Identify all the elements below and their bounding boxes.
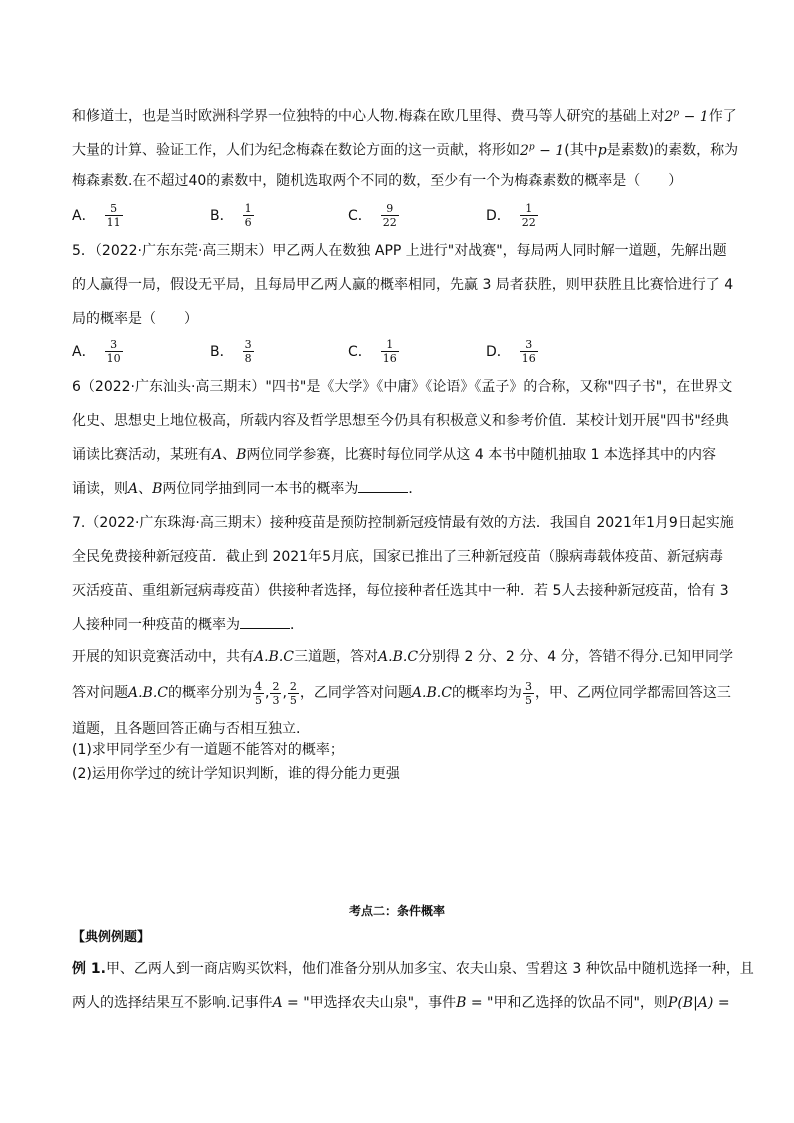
problem-8-text [72, 640, 734, 746]
problem-6-line-2: 化史、思想史上地位极高，所载内容及哲学思想至今仍具有积极意义和参考价值．某校计划开展"四书"经典 [72, 413, 729, 429]
mersenne-expression: $2^p - 1$ [520, 142, 565, 159]
problem-6-line-1: 6（2022·广东汕头·高三期末）"四书"是《大学》《中庸》《论语》《孟子》的合称，又称"四子书"，在世界文 [72, 379, 733, 395]
problem-7-line-2: 全民免费接种新冠疫苗．截止到 2021年5月底，国家已推出了三种新冠疫苗（腺病毒载体疫苗、新冠病毒 [72, 549, 723, 565]
option-a[interactable]: A． $\frac{3}{10}$ [72, 337, 121, 365]
problem-6-line-4: 诵读，则A、B两位同学抽到同一本书的概率为 ． [72, 472, 722, 506]
problem-5-line-1: 5．（2022·广东东莞·高三期末）甲乙两人在数独 APP 上进行"对战赛"，每局两人同时解一道题，先解出题 [72, 243, 727, 259]
problem-4-text [72, 96, 739, 198]
problem-5-options [72, 334, 722, 368]
fraction: $\frac{3}{10}$ [106, 337, 121, 365]
problem-8-line-3: 道题，且各题回答正确与否相互独立. [72, 721, 301, 737]
fraction: $\frac{5}{11}$ [106, 201, 121, 229]
option-c[interactable]: C． $\frac{1}{16}$ [348, 337, 397, 365]
problem-8-line-2: 答对问题A.B.C的概率分别为 $\frac{4}{5}$ , $\frac{2}{3}$ , $\frac{2}{5}$ ，乙同学答对问题A.B.C的概率均为 $\frac{3}{5}$ ，甲、乙两位同学都需回答这三 [72, 679, 731, 707]
fraction: $\frac{3}{16}$ [521, 337, 536, 365]
option-d[interactable]: D． $\frac{1}{22}$ [486, 201, 536, 229]
fraction: $\frac{1}{6}$ [244, 201, 252, 229]
question-2: (2)运用你学过的统计学知识判断，谁的得分能力更强 [72, 766, 400, 782]
problem-4-line-3: 梅森素数.在不超过40的素数中，随机选取两个不同的数，至少有一个为梅森素数的概率是（ ） [72, 173, 683, 189]
problem-8-questions [72, 738, 722, 786]
problem-8-line-1: 开展的知识竞赛活动中，共有A.B.C三道题，答对A.B.C分别得 2 分、2 分、4 分，答错不得分.已知甲同学 [72, 649, 734, 665]
example-1-line-2: 两人的选择结果互不影响.记事件A = "甲选择农夫山泉"，事件B = "甲和乙选择的饮品不同"，则P(B|A) = [72, 995, 730, 1011]
example-label: 【典例例题】 [72, 930, 151, 945]
mersenne-expression: $2^p - 1$ [664, 108, 709, 125]
option-b[interactable]: B． $\frac{1}{6}$ [210, 201, 252, 229]
fraction: $\frac{9}{22}$ [382, 201, 397, 229]
fraction: $\frac{1}{22}$ [521, 201, 536, 229]
problem-5-line-2: 的人赢得一局，假设无平局，且每局甲乙两人赢的概率相同，先赢 3 局者获胜，则甲获胜且比赛恰进行了 4 [72, 277, 734, 293]
problem-4-line-1: 和修道士，也是当时欧洲科学界一位独特的中心人物.梅森在欧几里得、费马等人研究的基础上对$2^p - 1$作了 [72, 108, 737, 125]
answer-blank[interactable] [240, 614, 290, 629]
fraction: $\frac{2}{3}$ [272, 679, 280, 707]
problem-4-options [72, 198, 722, 232]
fraction: $\frac{2}{5}$ [289, 679, 297, 707]
problem-6-text [72, 370, 733, 506]
option-a[interactable]: A． $\frac{5}{11}$ [72, 201, 121, 229]
option-d[interactable]: D． $\frac{3}{16}$ [486, 337, 536, 365]
example-1-text [72, 952, 754, 1020]
fraction: $\frac{3}{8}$ [244, 337, 252, 365]
fraction: $\frac{4}{5}$ [255, 679, 263, 707]
problem-7-line-4: 人接种同一种疫苗的概率为 ． [72, 608, 722, 642]
problem-6-line-3: 诵读比赛活动，某班有A、B两位同学参赛，比赛时每位同学从这 4 本书中随机抽取 1 本选择其中的内容 [72, 447, 717, 463]
problem-7-line-3: 灭活疫苗、重组新冠病毒疫苗）供接种者选择，每位接种者任选其中一种．若 5人去接种新冠疫苗，恰有 3 [72, 583, 729, 599]
question-1: (1)求甲同学至少有一道题不能答对的概率； [72, 742, 344, 758]
problem-5-text [72, 234, 734, 336]
option-b[interactable]: B． $\frac{3}{8}$ [210, 337, 252, 365]
fraction: $\frac{1}{16}$ [382, 337, 397, 365]
section-title: 考点二：条件概率 [348, 904, 445, 918]
option-c[interactable]: C． $\frac{9}{22}$ [348, 201, 397, 229]
problem-4-line-2: 大量的计算、验证工作，人们为纪念梅森在数论方面的这一贡献，将形如$2^p - 1$(其中p是素数)的素数，称为 [72, 142, 739, 159]
problem-7-line-1: 7.（2022·广东珠海·高三期末）接种疫苗是预防控制新冠疫情最有效的方法．我国自 2021年1月9日起实施 [72, 515, 734, 531]
example-1-line-1: 例 1.甲、乙两人到一商店购买饮料，他们准备分别从加多宝、农夫山泉、雪碧这 3 种饮品中随机选择一种，且 [72, 961, 754, 977]
answer-blank[interactable] [358, 478, 408, 493]
problem-5-line-3: 局的概率是（ ） [72, 311, 198, 327]
fraction: $\frac{3}{5}$ [524, 679, 532, 707]
problem-7-text [72, 506, 734, 642]
